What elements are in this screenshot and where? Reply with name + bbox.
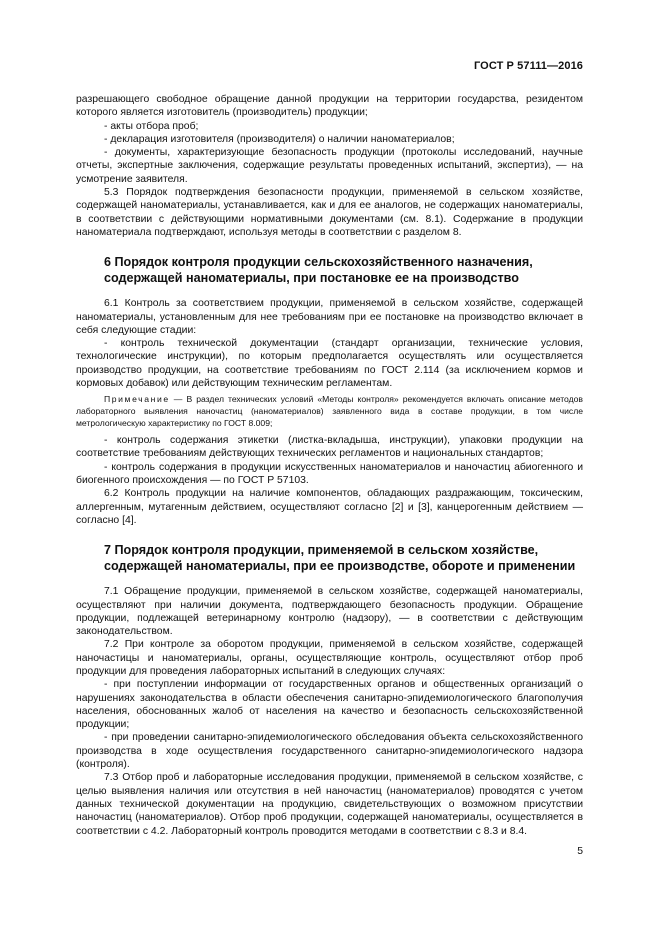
document-body: [76, 93, 583, 838]
section-7-heading-line-1: 7 Порядок контроля продукции, применяемой в сельском хозяйстве,: [104, 543, 539, 558]
section-6-list-item: - контроль содержания в продукции искусственных наноматериалов и наночастиц абиогенного и биогенного происхождения — по ГОСТ Р 57103.: [76, 461, 583, 487]
clause-7-2-paragraph: 7.2 При контроле за оборотом продукции, применяемой в сельском хозяйстве, содержащей наночастицы и наноматериалы, органы, осуществляющие контроль, осуществляют отбор проб продукции для проведения лабораторных испытаний в следующих случаях:: [76, 639, 583, 677]
page-number: 5: [577, 846, 583, 857]
section-6-heading-line-1: 6 Порядок контроля продукции сельскохозяйственного назначения,: [104, 255, 533, 270]
clause-7-1-paragraph: 7.1 Обращение продукции, применяемой в сельском хозяйстве, содержащей наноматериалы, осуществляют при наличии документа, подтверждающего безопасность продукции. Обращение продукции, подлежащей ветеринарному контролю (надзору), — в соответствии с действующим законодательством.: [76, 586, 583, 638]
clause-7-3-paragraph: 7.3 Отбор проб и лабораторные исследования продукции, применяемой в сельском хозяйстве, с целью выявления наличия или отсутствия в ней наночастиц (наноматериалов) проводятся с учетом данных технической документации на продукцию, свидетельствующих о возможном присутствии наночастиц (наноматериалов). Отбор проб продукции, содержащей наноматериалы, осуществляется в соответствии с 4.2. Лабораторный контроль проводится методами в соответствии с 8.3 и 8.4.: [76, 772, 583, 837]
section-7-heading-line-2: содержащей наноматериалы, при ее производстве, обороте и применении: [104, 559, 576, 574]
section-7-list-item: - при проведении санитарно-эпидемиологического обследования объекта сельскохозяйственного производства в ходе осуществления государственного санитарно-эпидемиологического надзора (контроля).: [76, 732, 583, 771]
section-6-list-item: - контроль содержания этикетки (листка-вкладыша, инструкции), упаковки продукции на соответствие требованиям действующих технических регламентов и национальных стандартов;: [76, 435, 583, 460]
intro-list-item: - документы, характеризующие безопасность продукции (протоколы исследований, научные отчеты, экспертные заключения, содержащие результаты проведенных испытаний, экспертиз), — на усмотрение заявителя.: [76, 147, 583, 185]
clause-5-3-paragraph: 5.3 Порядок подтверждения безопасности продукции, применяемой в сельском хозяйстве, содержащей наноматериалы, устанавливается, как и для ее аналогов, не содержащих наноматериалы, в соответствии с действующими нормативными документами (см. 8.1). Содержание в продукции наноматериала подтверждают, используя методы в соответствии с разделом 8.: [76, 187, 583, 238]
standard-code-header: ГОСТ Р 57111—2016: [473, 60, 583, 72]
note-text: — В раздел технических условий «Методы контроля» рекомендуется включать описание методов лабораторного выявления наночастиц (наноматериалов) заявленного вида в составе продукции, в том числе метрологическую характеристику по ГОСТ 8.009;: [76, 394, 583, 428]
section-6-heading: [76, 254, 583, 286]
clause-6-1-paragraph: 6.1 Контроль за соответствием продукции, применяемой в сельском хозяйстве, содержащей наноматериалы, установленным для нее требованиям при ее постановке на производство включает в себя следующие стадии:: [76, 298, 583, 336]
section-7-list-item: - при поступлении информации от государственных органов и общественных организаций о нарушениях законодательства в области обеспечения санитарно-эпидемиологического благополучия населения, обоснованных жалоб от населения на качество и безопасность сельскохозяйственной продукции;: [76, 679, 583, 731]
clause-6-2-paragraph: 6.2 Контроль продукции на наличие компонентов, обладающих раздражающим, токсическим, аллергенным, мутагенным действием, осуществляют согласно [2] и [3], канцерогенным действием — согласно [4].: [76, 488, 583, 526]
note-paragraph: [76, 394, 583, 429]
section-6-list-item: - контроль технической документации (стандарт организации, технические условия, технологические инструкции), по которым предполагается осуществлять или осуществляется производство продукции, на соответствие требованиям по ГОСТ 2.114 (за исключением кормов и кормовых добавок) или действующим техническим регламентам.: [76, 338, 583, 390]
section-7-heading: [76, 542, 583, 574]
section-6-heading-line-2: содержащей наноматериалы, при постановке ее на производство: [104, 271, 519, 286]
note-label: Примечание: [104, 394, 170, 405]
intro-paragraph-continuation: разрешающего свободное обращение данной продукции на территории государства, резидентом которого является изготовитель (производитель) продукции;: [76, 94, 583, 119]
intro-list-item: - акты отбора проб;: [104, 120, 199, 132]
intro-list-item: - декларация изготовителя (производителя) о наличии наноматериалов;: [104, 133, 455, 145]
